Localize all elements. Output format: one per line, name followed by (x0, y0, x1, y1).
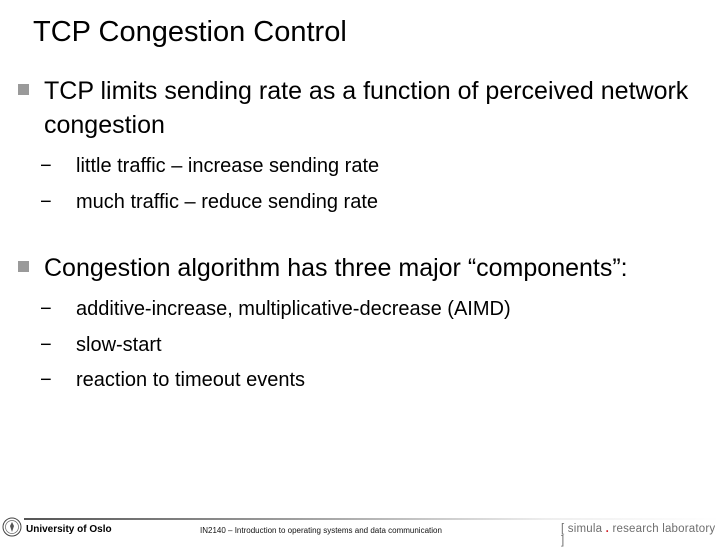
university-seal-icon (2, 517, 22, 537)
sub-item (18, 292, 708, 328)
lab-name-end: research laboratory ] (561, 523, 716, 547)
lab-name-start: [ simula (561, 523, 603, 535)
sub-item (18, 363, 708, 399)
slide-content (18, 74, 708, 399)
sub-text: reaction to timeout events (76, 369, 306, 391)
course-title: IN2140 – Introduction to operating systems and data communication (200, 526, 442, 535)
sub-text: slow-start (76, 333, 162, 356)
bullet-item (18, 251, 708, 285)
dash-bullet-icon: − (40, 155, 52, 177)
square-bullet-icon (18, 84, 29, 95)
dash-bullet-icon: − (40, 369, 52, 391)
sub-item (18, 149, 708, 185)
sub-list (18, 292, 708, 399)
sub-item (18, 185, 708, 221)
dash-bullet-icon: − (40, 190, 52, 213)
footer-divider (24, 518, 720, 520)
sub-text: much traffic – reduce sending rate (76, 190, 379, 213)
lab-dot: . (605, 523, 610, 535)
slide-footer (0, 516, 720, 547)
dash-bullet-icon: − (40, 333, 52, 356)
lab-logo-text (561, 523, 720, 547)
sub-text: additive-increase, multiplicative-decrease (AIMD) (76, 298, 511, 320)
sub-text: little traffic – increase sending rate (76, 155, 380, 177)
dash-bullet-icon: − (40, 298, 52, 320)
square-bullet-icon (18, 261, 29, 272)
sub-item (18, 328, 708, 364)
slide-title: TCP Congestion Control (33, 16, 347, 48)
bullet-item (18, 74, 708, 142)
bullet-text: Congestion algorithm has three major “components”: (44, 254, 628, 282)
sub-list (18, 149, 708, 220)
university-name: University of Oslo (26, 524, 112, 535)
bullet-text: TCP limits sending rate as a function of perceived network congestion (44, 77, 689, 139)
